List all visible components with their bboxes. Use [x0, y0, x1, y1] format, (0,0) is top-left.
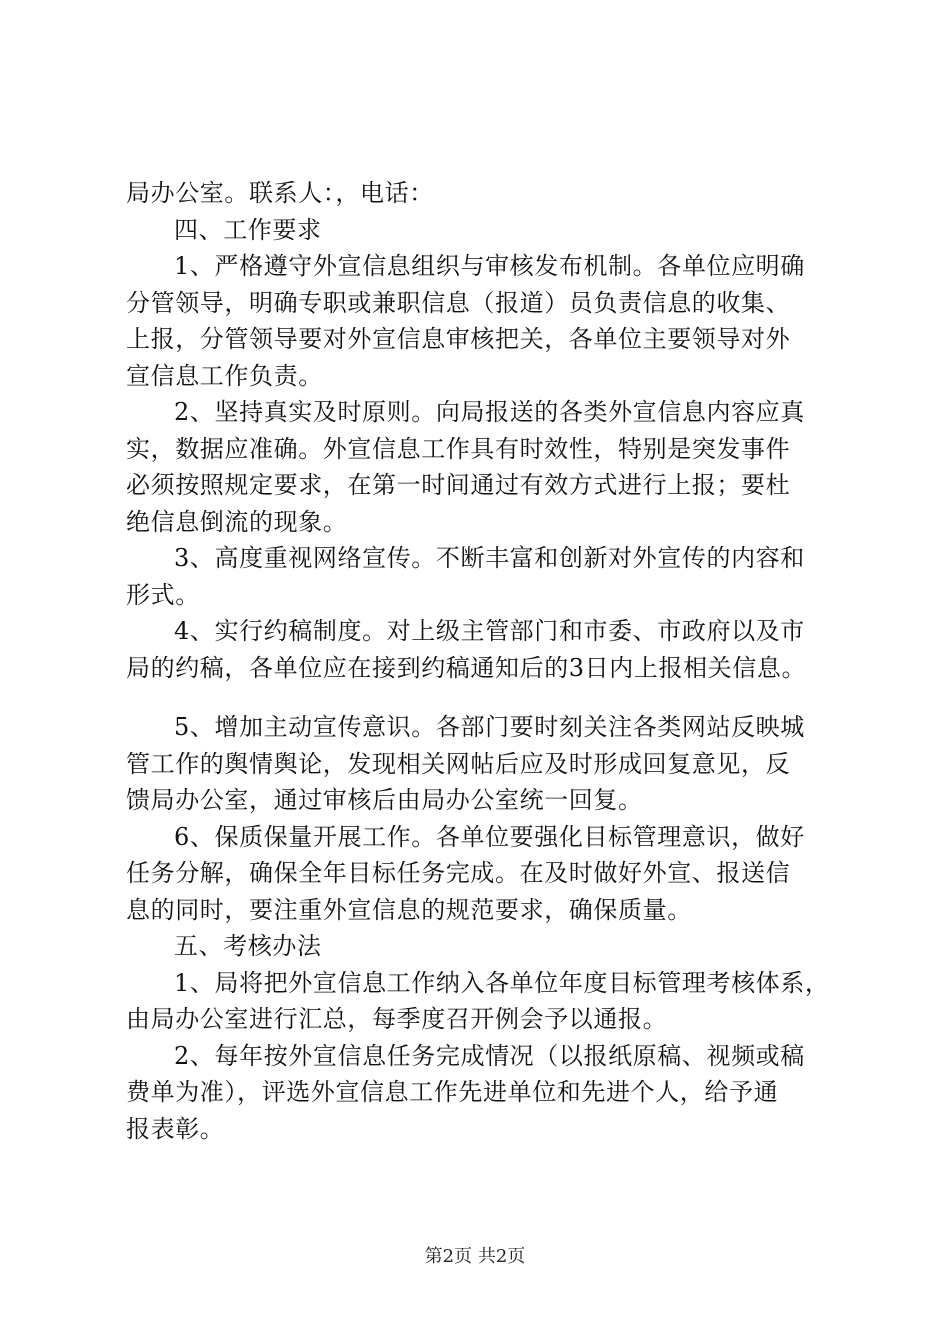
text-line: 必须按照规定要求，在第一时间通过有效方式进行上报；要杜 — [126, 471, 791, 499]
text-line: 形式。 — [126, 580, 200, 609]
text-line: 宣信息工作负责。 — [126, 361, 323, 390]
section-heading-work-requirements: 四、工作要求 — [174, 215, 322, 244]
text-line: 局办公室。联系人：，电话： — [126, 179, 434, 207]
text-line: 2、每年按外宣信息任务完成情况（以报纸原稿、视频或稿 — [174, 1041, 805, 1070]
paragraph-gap — [126, 686, 846, 709]
text-line: 分管领导，明确专职或兼职信息（报道）员负责信息的收集、 — [126, 288, 791, 317]
text-line: 1、局将把外宣信息工作纳入各单位年度目标管理考核体系， — [174, 968, 830, 997]
text-line: 报表彰。 — [126, 1114, 225, 1143]
text-line: 5、增加主动宣传意识。各部门要时刻关注各类网站反映城 — [174, 713, 805, 741]
text-line: 由局办公室进行汇总，每季度召开例会予以通报。 — [126, 1005, 668, 1033]
text-line: 上报，分管领导要对外宣信息审核把关，各单位主要领导对外 — [126, 325, 791, 353]
text-line: 费单为准），评选外宣信息工作先进单位和先进个人，给予通 — [126, 1078, 779, 1106]
page-number-footer: 第2页 共2页 — [424, 1246, 526, 1267]
text-line: 绝信息倒流的现象。 — [126, 507, 348, 536]
text-line: 6、保质保量开展工作。各单位要强化目标管理意识，做好 — [174, 822, 805, 851]
section-heading-assessment: 五、考核办法 — [174, 932, 322, 960]
text-line: 息的同时，要注重外宣信息的规范要求，确保质量。 — [126, 895, 692, 924]
text-line: 3、高度重视网络宣传。不断丰富和创新对外宣传的内容和 — [174, 544, 805, 572]
document-body — [126, 175, 846, 1147]
text-line: 4、实行约稿制度。对上级主管部门和市委、市政府以及市 — [174, 617, 805, 645]
text-line: 局的约稿，各单位应在接到约稿通知后的3日内上报相关信息。 — [126, 653, 807, 682]
text-line: 馈局办公室，通过审核后由局办公室统一回复。 — [126, 786, 643, 814]
text-line: 管工作的舆情舆论，发现相关网帖后应及时形成回复意见，反 — [126, 749, 791, 778]
text-line: 实，数据应准确。外宣信息工作具有时效性，特别是突发事件 — [126, 434, 791, 463]
text-line: 2、坚持真实及时原则。向局报送的各类外宣信息内容应真 — [174, 398, 805, 426]
text-line: 任务分解，确保全年目标任务完成。在及时做好外宣、报送信 — [126, 859, 791, 887]
text-line: 1、严格遵守外宣信息组织与审核发布机制。各单位应明确 — [174, 252, 805, 280]
